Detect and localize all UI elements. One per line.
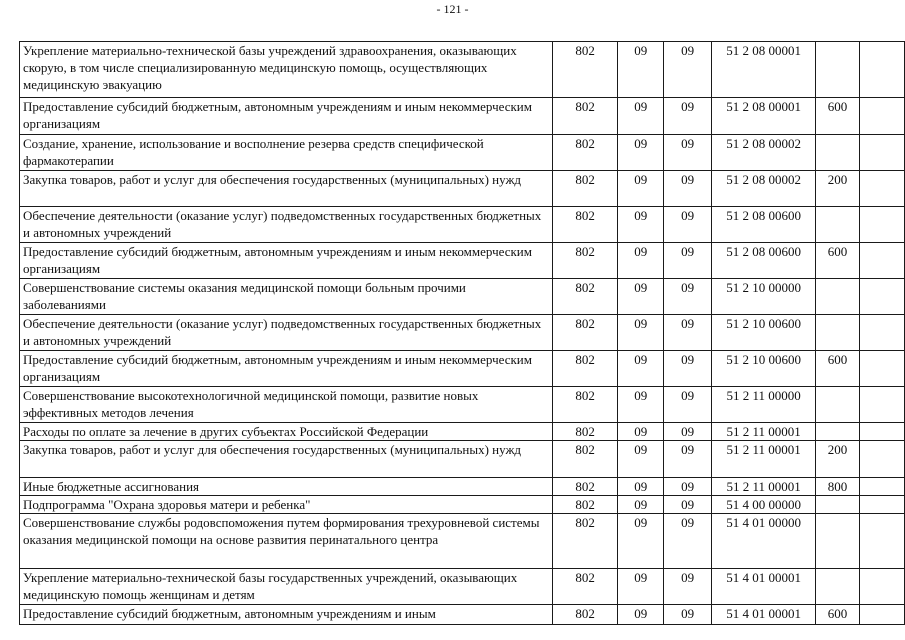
row-ved-cell: 802 bbox=[552, 42, 617, 98]
row-pr-cell: 09 bbox=[664, 279, 712, 315]
row-vr-cell bbox=[816, 42, 859, 98]
row-rz-cell: 09 bbox=[618, 569, 664, 605]
row-csr-cell: 51 2 11 00000 bbox=[712, 387, 816, 423]
table-row bbox=[20, 98, 905, 135]
row-csr-cell: 51 2 08 00001 bbox=[712, 42, 816, 98]
row-ved-cell: 802 bbox=[552, 135, 617, 171]
row-name-cell: Предоставление субсидий бюджетным, автономным учреждениям и иным некоммерческим организациям bbox=[20, 98, 553, 135]
row-ved-cell: 802 bbox=[552, 441, 617, 478]
row-csr-cell: 51 4 01 00001 bbox=[712, 569, 816, 605]
table-row bbox=[20, 478, 905, 496]
row-name-cell: Совершенствование системы оказания медицинской помощи больным прочими заболеваниями bbox=[20, 279, 553, 315]
row-rz-cell: 09 bbox=[618, 171, 664, 207]
table-row bbox=[20, 171, 905, 207]
row-name-cell: Предоставление субсидий бюджетным, автономным учреждениям и иным bbox=[20, 605, 553, 625]
row-sum-cell bbox=[859, 387, 904, 423]
row-pr-cell: 09 bbox=[664, 315, 712, 351]
row-pr-cell: 09 bbox=[664, 42, 712, 98]
row-rz-cell: 09 bbox=[618, 42, 664, 98]
table-row bbox=[20, 514, 905, 569]
row-csr-cell: 51 2 08 00001 bbox=[712, 98, 816, 135]
row-pr-cell: 09 bbox=[664, 441, 712, 478]
row-ved-cell: 802 bbox=[552, 514, 617, 569]
table-row bbox=[20, 279, 905, 315]
row-csr-cell: 51 2 11 00001 bbox=[712, 441, 816, 478]
row-name-cell: Закупка товаров, работ и услуг для обеспечения государственных (муниципальных) нужд bbox=[20, 441, 553, 478]
row-name-cell: Иные бюджетные ассигнования bbox=[20, 478, 553, 496]
row-sum-cell bbox=[859, 514, 904, 569]
row-name-cell: Укрепление материально-технической базы государственных учреждений, оказывающих медицинскую помощь женщинам и детям bbox=[20, 569, 553, 605]
row-csr-cell: 51 2 08 00600 bbox=[712, 243, 816, 279]
row-rz-cell: 09 bbox=[618, 315, 664, 351]
row-ved-cell: 802 bbox=[552, 315, 617, 351]
row-name-cell: Совершенствование высокотехнологичной медицинской помощи, развитие новых эффективных методов лечения bbox=[20, 387, 553, 423]
table-row bbox=[20, 135, 905, 171]
row-rz-cell: 09 bbox=[618, 351, 664, 387]
page-number: - 121 - bbox=[436, 2, 469, 16]
row-sum-cell bbox=[859, 496, 904, 514]
row-sum-cell bbox=[859, 171, 904, 207]
row-name-cell: Обеспечение деятельности (оказание услуг) подведомственных государственных бюджетных и автономных учреждений bbox=[20, 207, 553, 243]
row-name-cell: Укрепление материально-технической базы учреждений здравоохранения, оказывающих скорую, в том числе специализированную медицинскую помощь, осуществляющих медицинскую эвакуацию bbox=[20, 42, 553, 98]
row-csr-cell: 51 2 11 00001 bbox=[712, 478, 816, 496]
row-ved-cell: 802 bbox=[552, 569, 617, 605]
row-pr-cell: 09 bbox=[664, 423, 712, 441]
row-sum-cell bbox=[859, 98, 904, 135]
row-csr-cell: 51 2 08 00600 bbox=[712, 207, 816, 243]
row-pr-cell: 09 bbox=[664, 569, 712, 605]
row-ved-cell: 802 bbox=[552, 496, 617, 514]
row-csr-cell: 51 2 10 00600 bbox=[712, 351, 816, 387]
row-csr-cell: 51 2 08 00002 bbox=[712, 171, 816, 207]
row-ved-cell: 802 bbox=[552, 387, 617, 423]
row-ved-cell: 802 bbox=[552, 605, 617, 625]
row-csr-cell: 51 2 11 00001 bbox=[712, 423, 816, 441]
table-row bbox=[20, 441, 905, 478]
row-vr-cell: 600 bbox=[816, 98, 859, 135]
row-vr-cell: 200 bbox=[816, 171, 859, 207]
table-row bbox=[20, 42, 905, 98]
row-name-cell: Закупка товаров, работ и услуг для обеспечения государственных (муниципальных) нужд bbox=[20, 171, 553, 207]
row-ved-cell: 802 bbox=[552, 279, 617, 315]
row-name-cell: Совершенствование службы родовспоможения путем формирования трехуровневой системы оказания медицинской помощи на основе развития перинатального центра bbox=[20, 514, 553, 569]
budget-table bbox=[19, 41, 905, 625]
row-vr-cell bbox=[816, 315, 859, 351]
row-vr-cell: 600 bbox=[816, 243, 859, 279]
row-sum-cell bbox=[859, 279, 904, 315]
row-pr-cell: 09 bbox=[664, 514, 712, 569]
row-rz-cell: 09 bbox=[618, 441, 664, 478]
row-ved-cell: 802 bbox=[552, 478, 617, 496]
row-pr-cell: 09 bbox=[664, 171, 712, 207]
row-ved-cell: 802 bbox=[552, 98, 617, 135]
row-csr-cell: 51 2 08 00002 bbox=[712, 135, 816, 171]
row-vr-cell bbox=[816, 135, 859, 171]
table-row bbox=[20, 605, 905, 625]
row-pr-cell: 09 bbox=[664, 351, 712, 387]
row-vr-cell: 600 bbox=[816, 351, 859, 387]
table-row bbox=[20, 569, 905, 605]
row-rz-cell: 09 bbox=[618, 135, 664, 171]
row-pr-cell: 09 bbox=[664, 98, 712, 135]
row-vr-cell bbox=[816, 514, 859, 569]
budget-table-body bbox=[20, 42, 905, 625]
row-rz-cell: 09 bbox=[618, 496, 664, 514]
row-pr-cell: 09 bbox=[664, 605, 712, 625]
row-vr-cell: 200 bbox=[816, 441, 859, 478]
table-row bbox=[20, 496, 905, 514]
row-pr-cell: 09 bbox=[664, 135, 712, 171]
row-ved-cell: 802 bbox=[552, 351, 617, 387]
row-name-cell: Создание, хранение, использование и восполнение резерва средств специфической фармакотерапии bbox=[20, 135, 553, 171]
row-vr-cell bbox=[816, 496, 859, 514]
row-rz-cell: 09 bbox=[618, 207, 664, 243]
row-rz-cell: 09 bbox=[618, 514, 664, 569]
row-sum-cell bbox=[859, 207, 904, 243]
row-rz-cell: 09 bbox=[618, 279, 664, 315]
row-pr-cell: 09 bbox=[664, 243, 712, 279]
row-rz-cell: 09 bbox=[618, 387, 664, 423]
row-rz-cell: 09 bbox=[618, 243, 664, 279]
row-name-cell: Подпрограмма "Охрана здоровья матери и ребенка" bbox=[20, 496, 553, 514]
row-pr-cell: 09 bbox=[664, 478, 712, 496]
row-rz-cell: 09 bbox=[618, 478, 664, 496]
row-rz-cell: 09 bbox=[618, 98, 664, 135]
row-pr-cell: 09 bbox=[664, 496, 712, 514]
row-sum-cell bbox=[859, 351, 904, 387]
table-row bbox=[20, 207, 905, 243]
row-rz-cell: 09 bbox=[618, 605, 664, 625]
row-ved-cell: 802 bbox=[552, 207, 617, 243]
table-row bbox=[20, 351, 905, 387]
row-name-cell: Обеспечение деятельности (оказание услуг) подведомственных государственных бюджетных и автономных учреждений bbox=[20, 315, 553, 351]
row-sum-cell bbox=[859, 441, 904, 478]
row-vr-cell bbox=[816, 387, 859, 423]
row-vr-cell: 600 bbox=[816, 605, 859, 625]
row-sum-cell bbox=[859, 243, 904, 279]
table-row bbox=[20, 315, 905, 351]
row-ved-cell: 802 bbox=[552, 171, 617, 207]
table-row bbox=[20, 243, 905, 279]
row-csr-cell: 51 4 01 00000 bbox=[712, 514, 816, 569]
row-sum-cell bbox=[859, 478, 904, 496]
row-ved-cell: 802 bbox=[552, 243, 617, 279]
row-vr-cell bbox=[816, 569, 859, 605]
row-vr-cell: 800 bbox=[816, 478, 859, 496]
row-csr-cell: 51 4 00 00000 bbox=[712, 496, 816, 514]
row-sum-cell bbox=[859, 569, 904, 605]
row-ved-cell: 802 bbox=[552, 423, 617, 441]
row-name-cell: Предоставление субсидий бюджетным, автономным учреждениям и иным некоммерческим организациям bbox=[20, 243, 553, 279]
row-sum-cell bbox=[859, 605, 904, 625]
row-name-cell: Предоставление субсидий бюджетным, автономным учреждениям и иным некоммерческим организациям bbox=[20, 351, 553, 387]
row-vr-cell bbox=[816, 423, 859, 441]
table-row bbox=[20, 387, 905, 423]
row-pr-cell: 09 bbox=[664, 207, 712, 243]
row-sum-cell bbox=[859, 423, 904, 441]
row-sum-cell bbox=[859, 135, 904, 171]
row-pr-cell: 09 bbox=[664, 387, 712, 423]
row-sum-cell bbox=[859, 315, 904, 351]
row-rz-cell: 09 bbox=[618, 423, 664, 441]
row-vr-cell bbox=[816, 207, 859, 243]
row-vr-cell bbox=[816, 279, 859, 315]
row-sum-cell bbox=[859, 42, 904, 98]
row-csr-cell: 51 4 01 00001 bbox=[712, 605, 816, 625]
row-name-cell: Расходы по оплате за лечение в других субъектах Российской Федерации bbox=[20, 423, 553, 441]
row-csr-cell: 51 2 10 00000 bbox=[712, 279, 816, 315]
row-csr-cell: 51 2 10 00600 bbox=[712, 315, 816, 351]
table-row bbox=[20, 423, 905, 441]
